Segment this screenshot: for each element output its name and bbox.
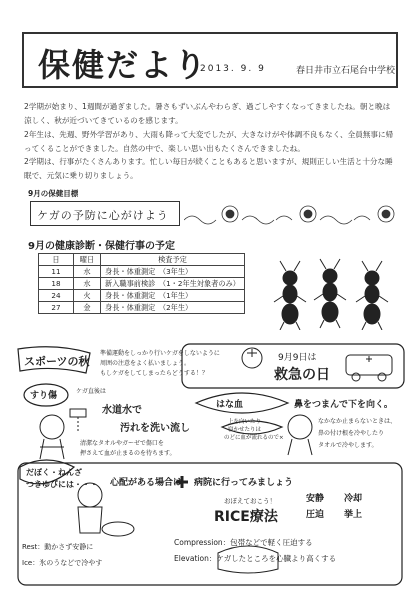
- water-wash-line-2: 汚れを洗い流し: [120, 423, 190, 434]
- kyukyu-date: 9月9日は: [278, 353, 317, 363]
- weekday-cell: 水: [74, 278, 101, 290]
- sports-note-2: 周囲の注意をよく払いましょう。: [100, 360, 191, 367]
- rice-summary-ice: 冷却: [344, 494, 363, 504]
- sports-title: スポーツの秋: [24, 355, 90, 368]
- leaf-vine-icon: [184, 216, 216, 224]
- water-wash-line-1: 水道水で: [102, 405, 142, 416]
- day-cell: 24: [39, 290, 74, 302]
- schedule-heading: 9月の健康診断・保健行事の予定: [28, 241, 175, 252]
- exam-cell: 身長・体重測定 （2年生）: [101, 302, 245, 314]
- table-row: [39, 278, 245, 290]
- nosebleed-note-5: 鼻の付け根を冷やしたり: [318, 430, 385, 437]
- worry-text: 心配がある場合は: [110, 478, 183, 488]
- scrape-note: ケガ直後は: [76, 388, 106, 395]
- goal-text: ケガの予防に心がけよう: [37, 209, 169, 222]
- injured-student-sitting-illustration: [78, 483, 134, 536]
- first-aid-illustration-panel: [16, 343, 406, 588]
- nosebleed-label: はな血: [216, 400, 244, 410]
- goal-box: [30, 201, 180, 226]
- rice-compression: Compression：包帯などで軽く圧迫する: [174, 538, 313, 547]
- rice-summary-elevation: 挙上: [344, 510, 363, 520]
- ant-icon: [274, 261, 306, 330]
- nurse-icon: [242, 348, 262, 368]
- water-note-2: 押さえて血が止まるのを待ちます。: [80, 450, 176, 457]
- nosebleed-note-4: なかなか止まらないときは、: [318, 418, 397, 425]
- nosebleed-note-6: タオルで冷やします。: [318, 442, 378, 449]
- rice-summary-rest: 安静: [306, 494, 325, 504]
- flower-border-decoration: [184, 198, 400, 230]
- exam-cell: 新入職事前検診 （1・2年生対象者のみ）: [101, 278, 245, 290]
- water-note-1: 清潔なタオルやガーゼで傷口を: [80, 440, 164, 447]
- sprain-label-1: だぼく・ねんざ: [26, 468, 82, 477]
- title-box: [22, 32, 398, 88]
- intro-paragraph-1: 2学期が始まり、1週間が過ぎました。暑さもずいぶんやわらぎ、過ごしやすくなってきましたね。朝と晩は涼しく、秋が近づいてきているのを感じます。: [24, 102, 391, 125]
- ant-icon: [314, 259, 346, 328]
- rice-rest: Rest：動かさず安静に: [22, 543, 94, 551]
- rice-ice: Ice：氷のうなどで冷やす: [22, 559, 103, 567]
- rice-summary-compression: 圧迫: [306, 510, 325, 520]
- ambulance-icon: [346, 355, 392, 381]
- day-cell: 11: [39, 266, 74, 278]
- sports-note-3: もしケガをしてしまったらどうする！？: [100, 370, 208, 377]
- consult-text: 病院に行ってみましょう: [194, 478, 294, 488]
- leaf-vine-icon: [242, 216, 292, 224]
- exam-cell: 身長・体重測定 （3年生）: [101, 266, 245, 278]
- column-header: 日: [39, 254, 74, 266]
- boy-with-nosebleed-illustration: [288, 415, 312, 455]
- sports-note-1: 準備運動をしっかり行いケガをしないように: [100, 350, 220, 357]
- goal-heading: 9月の保健目標: [28, 189, 79, 198]
- rice-title: RICE療法: [214, 509, 278, 525]
- weekday-cell: 金: [74, 302, 101, 314]
- nosebleed-note-1: 上を向いたり: [228, 419, 262, 425]
- weekday-cell: 水: [74, 266, 101, 278]
- schedule-table: [38, 253, 245, 314]
- table-header-row: [39, 254, 245, 266]
- intro-paragraph-3: 2学期は、行事がたくさんあります。忙しい毎日が続くこともあると思いますが、規則正しい生活と十分な睡眠で、元気に乗り切りましょう。: [24, 157, 393, 180]
- intro-paragraph-2: 2年生は、先週、野外学習があり、大雨も降って大変でしたが、大きなけがや体調不良もなく、全員無事に帰ってくることができました。自然の中で、楽しい思い出もたくさんできましたね。: [24, 130, 394, 153]
- table-row: [39, 302, 245, 314]
- weekday-cell: 火: [74, 290, 101, 302]
- day-cell: 27: [39, 302, 74, 314]
- nosebleed-action: 鼻をつまんで下を向く。: [294, 400, 393, 410]
- column-header: 検査予定: [101, 254, 245, 266]
- column-header: 曜日: [74, 254, 101, 266]
- ant-band-illustration: [268, 256, 402, 330]
- rice-elevation: Elevation：ケガしたところを心臓より高くする: [174, 554, 337, 563]
- nosebleed-note-3: のどに血が流れるので×: [224, 435, 284, 441]
- rice-intro: おぼえておこう！: [224, 497, 276, 505]
- day-cell: 18: [39, 278, 74, 290]
- leaf-vine-icon: [320, 216, 370, 224]
- issue-date: 2013. 9. 9: [200, 64, 266, 74]
- table-row: [39, 266, 245, 278]
- school-name: 春日井市立石尾台中学校: [296, 66, 396, 76]
- sprain-label-2: つきゆびには・・・: [26, 480, 98, 489]
- scrape-label: すり傷: [30, 391, 58, 401]
- page-title: 保健だより: [38, 46, 209, 84]
- table-row: [39, 290, 245, 302]
- nosebleed-note-2: 寝かせたりは: [228, 427, 262, 433]
- exam-cell: 身長・体重測定 （1年生）: [101, 290, 245, 302]
- kyukyu-title: 救急の日: [274, 367, 330, 383]
- ant-icon: [356, 261, 388, 330]
